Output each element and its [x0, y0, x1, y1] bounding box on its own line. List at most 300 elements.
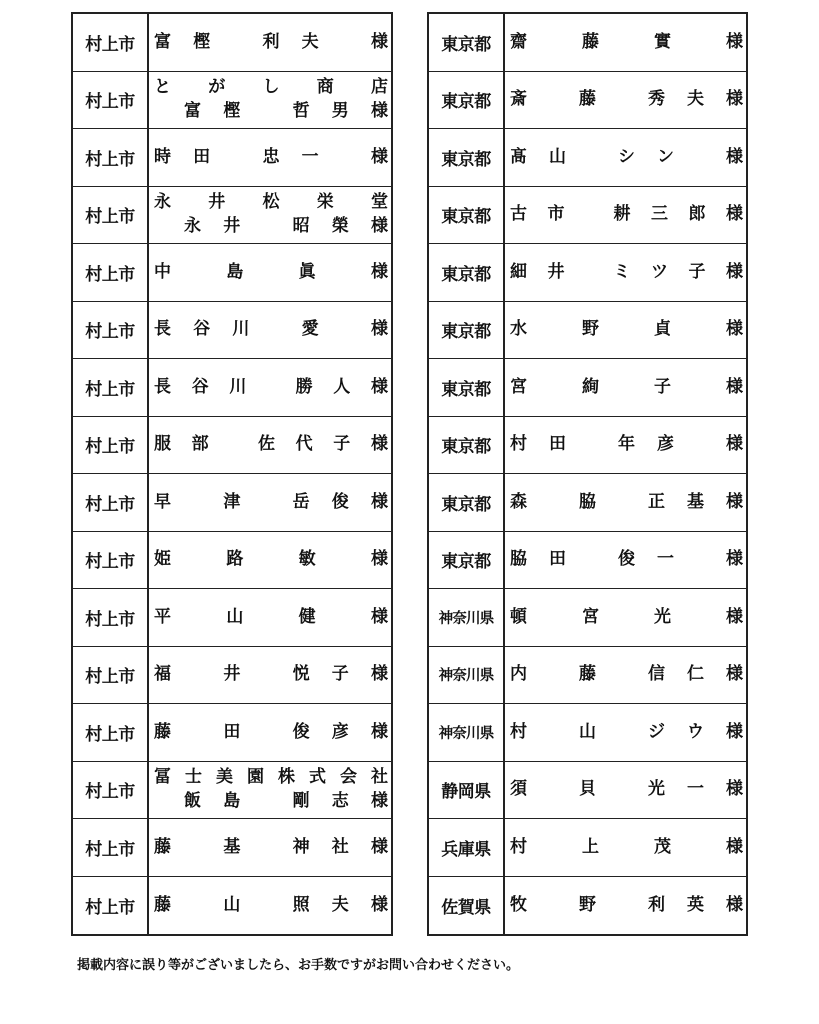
name-char: 福	[154, 664, 171, 685]
name-char: 様	[370, 894, 388, 915]
name-char: 上	[582, 836, 599, 857]
name-cell	[149, 647, 391, 704]
name-cell	[505, 532, 746, 589]
name-char: 脇	[579, 491, 596, 512]
name-char: 様	[726, 836, 743, 857]
prefecture-cell: 東京都	[429, 72, 505, 129]
name-char: 夫	[687, 89, 704, 110]
name-char: 山	[549, 146, 566, 167]
name-char: 谷	[191, 376, 209, 397]
name-char: 園	[247, 767, 264, 788]
name-char: 村	[510, 836, 527, 857]
name-char: 長	[154, 319, 171, 340]
name-cell	[505, 302, 746, 359]
prefecture-cell: 神奈川県	[429, 647, 505, 704]
name-char: 藤	[154, 721, 171, 742]
name-cell	[149, 359, 391, 416]
table-row	[429, 14, 746, 72]
table-row	[73, 762, 391, 820]
name-cell	[505, 819, 746, 876]
name-char: 様	[370, 721, 388, 742]
name-cell	[149, 762, 391, 819]
name-char: 絢	[582, 376, 599, 397]
name-line	[154, 79, 388, 103]
prefecture-cell: 佐賀県	[429, 877, 505, 935]
prefecture-cell: 村上市	[73, 762, 149, 819]
name-char: 様	[726, 664, 743, 685]
name-char: 会	[340, 767, 357, 788]
name-char: 商	[316, 77, 334, 98]
name-line	[154, 894, 388, 915]
name-line	[510, 146, 743, 167]
name-line	[154, 793, 388, 810]
prefecture-cell: 東京都	[429, 302, 505, 359]
table-row	[73, 359, 391, 417]
footer-note: 掲載内容に誤り等がございましたら、お手数ですがお問い合わせください。	[77, 958, 520, 973]
name-line	[154, 721, 388, 742]
name-char: 様	[370, 491, 388, 512]
name-line	[510, 836, 743, 857]
name-line	[154, 194, 388, 218]
name-char: 島	[226, 261, 244, 282]
name-cell	[505, 417, 746, 474]
name-char: 夫	[301, 31, 319, 52]
name-line	[510, 91, 743, 108]
name-char: 三	[651, 204, 668, 225]
name-char: 子	[688, 261, 706, 282]
name-char: 哲	[292, 101, 310, 122]
name-char: が	[208, 77, 226, 98]
table-row	[73, 129, 391, 187]
table-row	[73, 417, 391, 475]
name-char: 齋	[510, 31, 527, 52]
name-char: 榮	[331, 216, 349, 237]
name-char: 藤	[154, 894, 171, 915]
name-cell	[505, 647, 746, 704]
name-char: 樫	[193, 31, 211, 52]
name-char: 様	[726, 549, 743, 570]
table-row	[429, 819, 746, 877]
table-row	[73, 14, 391, 72]
name-char: 俊	[618, 549, 635, 570]
name-char: 古	[510, 204, 527, 225]
name-char: 様	[726, 606, 743, 627]
name-char: 子	[333, 434, 351, 455]
name-line	[154, 666, 388, 683]
name-cell	[149, 129, 391, 186]
name-cell	[149, 244, 391, 301]
name-char: 早	[154, 491, 171, 512]
table-row	[429, 474, 746, 532]
name-char: 俊	[292, 721, 310, 742]
name-char: 實	[654, 31, 671, 52]
table-row	[73, 474, 391, 532]
donor-table-left	[71, 12, 393, 936]
name-char: ウ	[687, 721, 704, 742]
name-char: 様	[370, 216, 388, 237]
prefecture-cell: 東京都	[429, 187, 505, 244]
name-cell	[149, 532, 391, 589]
name-char: 山	[223, 894, 241, 915]
name-char: 藤	[154, 836, 171, 857]
name-char: 敏	[298, 549, 316, 570]
prefecture-cell: 村上市	[73, 14, 149, 71]
name-line	[154, 321, 388, 338]
name-char: 井	[547, 261, 565, 282]
name-line	[510, 666, 743, 683]
name-line	[510, 376, 743, 397]
table-row	[429, 187, 746, 245]
name-char: ミ	[613, 261, 631, 282]
name-char: 様	[370, 836, 388, 857]
name-char: 様	[726, 31, 743, 52]
table-row	[429, 72, 746, 130]
name-char: 井	[223, 216, 241, 237]
name-char: 様	[370, 664, 388, 685]
table-row	[429, 762, 746, 820]
prefecture-cell: 村上市	[73, 417, 149, 474]
name-cell	[149, 187, 391, 244]
name-char: 代	[295, 434, 313, 455]
name-cell	[505, 474, 746, 531]
name-char: 昭	[292, 216, 310, 237]
name-char: 彦	[657, 434, 674, 455]
name-char: 田	[193, 146, 211, 167]
prefecture-cell: 村上市	[73, 819, 149, 876]
prefecture-cell: 東京都	[429, 14, 505, 71]
name-char: 冨	[154, 767, 171, 788]
name-char: 頓	[510, 606, 527, 627]
name-char: 光	[654, 606, 671, 627]
name-char: 基	[223, 836, 241, 857]
prefecture-cell: 東京都	[429, 532, 505, 589]
prefecture-cell: 東京都	[429, 129, 505, 186]
table-row	[429, 302, 746, 360]
name-char: 時	[154, 146, 171, 167]
name-char: し	[262, 77, 280, 98]
name-char: 眞	[298, 261, 316, 282]
name-char: 平	[154, 606, 171, 627]
name-char: 士	[185, 767, 202, 788]
name-cell	[149, 14, 391, 71]
table-row	[429, 589, 746, 647]
name-char: 耕	[613, 204, 631, 225]
name-cell	[149, 302, 391, 359]
name-cell	[149, 589, 391, 646]
name-char: 宮	[582, 606, 599, 627]
name-char: 佐	[257, 434, 275, 455]
table-row	[73, 589, 391, 647]
name-char: 川	[232, 319, 250, 340]
name-line	[154, 146, 388, 167]
name-char: 社	[331, 836, 349, 857]
name-line	[154, 376, 388, 397]
name-char: 信	[648, 664, 665, 685]
name-char: 様	[726, 434, 743, 455]
name-char: 式	[309, 767, 326, 788]
name-line	[154, 31, 388, 52]
name-cell	[149, 819, 391, 876]
name-char: 村	[510, 721, 527, 742]
name-char: 長	[154, 376, 171, 397]
name-char: 健	[298, 606, 316, 627]
prefecture-cell: 神奈川県	[429, 704, 505, 761]
prefecture-cell: 村上市	[73, 532, 149, 589]
name-char: 斎	[510, 89, 527, 110]
name-cell	[149, 474, 391, 531]
name-line	[510, 781, 743, 798]
name-char: 津	[223, 491, 241, 512]
name-char: 中	[154, 261, 171, 282]
name-char: 様	[370, 791, 388, 812]
donor-table-right	[427, 12, 748, 936]
name-cell	[505, 877, 746, 935]
table-row	[73, 187, 391, 245]
name-char: 愛	[301, 319, 319, 340]
name-char: 宮	[510, 376, 527, 397]
name-char: 水	[510, 319, 527, 340]
name-char: と	[154, 77, 171, 98]
name-char: 松	[262, 192, 280, 213]
name-char: 光	[648, 779, 665, 800]
name-line	[154, 769, 388, 793]
name-char: 様	[370, 146, 388, 167]
table-row	[73, 704, 391, 762]
name-char: 様	[726, 204, 743, 225]
name-char: 茂	[654, 836, 671, 857]
prefecture-cell: 東京都	[429, 474, 505, 531]
name-char: 神	[292, 836, 310, 857]
name-char: 仁	[687, 664, 704, 685]
name-line	[154, 261, 388, 282]
prefecture-cell: 村上市	[73, 359, 149, 416]
name-char: 市	[547, 204, 565, 225]
name-char: 利	[262, 31, 280, 52]
name-cell	[505, 704, 746, 761]
table-row	[429, 704, 746, 762]
prefecture-cell: 村上市	[73, 877, 149, 935]
name-char: 森	[510, 491, 527, 512]
prefecture-cell: 村上市	[73, 302, 149, 359]
name-char: 様	[726, 721, 743, 742]
prefecture-cell: 東京都	[429, 244, 505, 301]
prefecture-cell: 村上市	[73, 647, 149, 704]
name-char: 年	[618, 434, 635, 455]
name-char: 山	[579, 721, 596, 742]
name-line	[510, 31, 743, 52]
prefecture-cell: 東京都	[429, 359, 505, 416]
name-cell	[149, 417, 391, 474]
name-char: 一	[657, 549, 674, 570]
prefecture-cell: 村上市	[73, 244, 149, 301]
name-line	[510, 551, 743, 568]
name-char: 野	[582, 319, 599, 340]
name-char: 様	[370, 319, 388, 340]
name-char: 忠	[262, 146, 280, 167]
prefecture-cell: 村上市	[73, 474, 149, 531]
name-char: 様	[370, 261, 388, 282]
name-char: 社	[371, 767, 388, 788]
name-char: 様	[370, 434, 388, 455]
name-char: 店	[371, 77, 388, 98]
name-char: 田	[549, 434, 566, 455]
name-char: 様	[370, 549, 388, 570]
name-cell	[505, 589, 746, 646]
name-char: 様	[726, 894, 743, 915]
name-cell	[505, 187, 746, 244]
name-line	[510, 491, 743, 512]
name-line	[510, 721, 743, 742]
name-char: 永	[154, 192, 171, 213]
name-char: 人	[333, 376, 351, 397]
name-cell	[149, 72, 391, 129]
name-char: 富	[154, 31, 171, 52]
name-char: 細	[510, 261, 527, 282]
name-char: 様	[726, 89, 743, 110]
name-char: 井	[208, 192, 226, 213]
name-char: 様	[726, 491, 743, 512]
name-char: 栄	[316, 192, 334, 213]
name-char: 様	[726, 319, 743, 340]
table-row	[429, 532, 746, 590]
table-row	[429, 359, 746, 417]
name-char: 堂	[371, 192, 388, 213]
table-row	[73, 877, 391, 935]
table-row	[429, 244, 746, 302]
prefecture-cell: 村上市	[73, 187, 149, 244]
name-char: 様	[726, 376, 743, 397]
name-char: 悦	[292, 664, 310, 685]
prefecture-cell: 村上市	[73, 129, 149, 186]
name-char: 内	[510, 664, 527, 685]
name-char: 夫	[331, 894, 349, 915]
name-char: 一	[687, 779, 704, 800]
name-char: 英	[687, 894, 704, 915]
name-line	[154, 551, 388, 568]
name-char: 子	[654, 376, 671, 397]
name-char: 脇	[510, 549, 527, 570]
name-char: 谷	[193, 319, 211, 340]
name-cell	[505, 359, 746, 416]
name-char: 照	[292, 894, 310, 915]
name-char: 俊	[331, 491, 349, 512]
prefecture-cell: 兵庫県	[429, 819, 505, 876]
prefecture-cell: 静岡県	[429, 762, 505, 819]
name-char: 彦	[331, 721, 349, 742]
name-line	[510, 261, 743, 282]
name-line	[154, 491, 388, 512]
name-char: 郎	[688, 204, 706, 225]
name-line	[510, 606, 743, 627]
name-char: 須	[510, 779, 527, 800]
name-line	[154, 436, 388, 453]
name-cell	[505, 129, 746, 186]
table-row	[429, 877, 746, 935]
name-line	[510, 894, 743, 915]
table-row	[429, 647, 746, 705]
name-line	[154, 836, 388, 857]
name-char: 勝	[295, 376, 313, 397]
name-char: 井	[223, 664, 241, 685]
name-char: シ	[618, 146, 635, 167]
name-char: 藤	[582, 31, 599, 52]
name-cell	[505, 244, 746, 301]
name-char: 様	[726, 146, 743, 167]
name-char: ン	[657, 146, 674, 167]
name-char: 美	[216, 767, 233, 788]
name-cell	[505, 762, 746, 819]
name-char: 利	[648, 894, 665, 915]
name-char: 志	[331, 791, 349, 812]
name-char: 様	[370, 606, 388, 627]
name-char: ジ	[648, 721, 665, 742]
name-char: 姫	[154, 549, 171, 570]
name-char: 川	[229, 376, 247, 397]
name-cell	[149, 704, 391, 761]
name-char: 藤	[579, 664, 596, 685]
table-row	[73, 647, 391, 705]
prefecture-cell: 村上市	[73, 589, 149, 646]
table-row	[73, 302, 391, 360]
name-char: 様	[370, 101, 388, 122]
name-char: 貝	[579, 779, 596, 800]
prefecture-cell: 東京都	[429, 417, 505, 474]
name-line	[154, 606, 388, 627]
name-line	[154, 103, 388, 120]
name-char: 剛	[292, 791, 310, 812]
table-row	[429, 417, 746, 475]
name-char: 路	[226, 549, 244, 570]
name-char: 秀	[648, 89, 665, 110]
name-char: 牧	[510, 894, 527, 915]
name-line	[510, 436, 743, 453]
name-char: 飯	[184, 791, 201, 812]
table-row	[73, 819, 391, 877]
name-char: 岳	[292, 491, 310, 512]
name-char: 島	[223, 791, 241, 812]
table-row	[73, 72, 391, 130]
name-char: 様	[726, 779, 743, 800]
prefecture-cell: 村上市	[73, 72, 149, 129]
table-row	[73, 244, 391, 302]
name-char: 富	[184, 101, 201, 122]
name-char: 様	[370, 376, 388, 397]
name-char: 様	[726, 261, 743, 282]
name-char: 藤	[579, 89, 596, 110]
table-row	[429, 129, 746, 187]
name-char: 村	[510, 434, 527, 455]
name-char: 貞	[654, 319, 671, 340]
prefecture-cell: 神奈川県	[429, 589, 505, 646]
name-char: 樫	[223, 101, 241, 122]
name-char: 山	[226, 606, 244, 627]
name-char: 子	[331, 664, 349, 685]
name-cell	[149, 877, 391, 935]
name-char: 株	[278, 767, 295, 788]
table-row	[73, 532, 391, 590]
name-char: 服	[154, 434, 171, 455]
name-char: 髙	[510, 146, 527, 167]
name-char: 田	[223, 721, 241, 742]
name-char: 男	[331, 101, 349, 122]
name-char: 様	[370, 31, 388, 52]
name-line	[510, 206, 743, 223]
name-char: 一	[301, 146, 319, 167]
name-char: 野	[579, 894, 596, 915]
name-char: 正	[648, 491, 665, 512]
name-char: 基	[687, 491, 704, 512]
name-char: 田	[549, 549, 566, 570]
